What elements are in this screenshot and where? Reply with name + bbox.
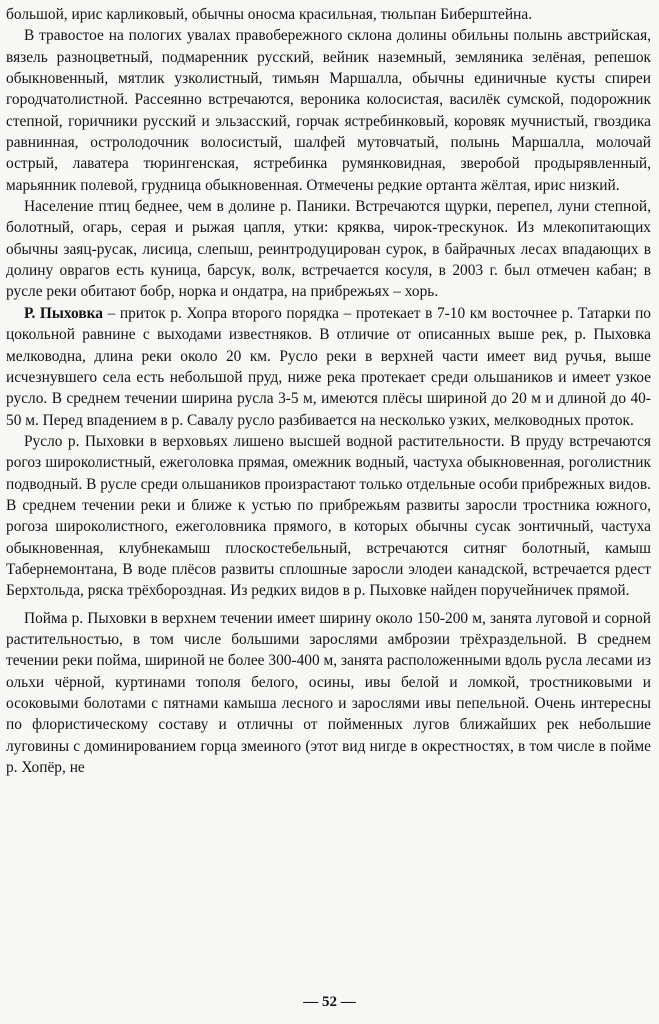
paragraph-floodplain [6,608,651,779]
paragraph-channel-vegetation [6,431,651,602]
paragraph-text: большой, ирис карликовый, обычны оносма красильная, тюльпан Биберштейна. [6,6,533,23]
paragraph-text: В травостое на пологих увалах правобережного склона долины обильны полынь австрийская, вязель разноцветный, подмаренник русский, вейник наземный, земляника зелёная, репешок обыкновенный, мятлик узколистный, тимьян Маршалла, обычны единичные кусты спиреи городчатолистной. Рассеянно встречаются, вероника колосистая, василёк сумской, подорожник степной, горичники русский и эльзасский, горчак ястребинковый, коровяк мучнистый, гвоздика равнинная, остролодочник волосистый, шалфей мутовчатый, полынь Маршалла, молочай острый, лаватера тюрингенская, ястребинка румянковидная, зверобой продырявленный, марьянник полевой, грудница обыкновенная. Отмечены редкие ортанта жёлтая, ирис низкий. [6,27,651,194]
paragraph-grass-cover [6,25,651,196]
paragraph-text: Пойма р. Пыховки в верхнем течении имеет ширину около 150-200 м, занята луговой и сорной растительностью, в том числе большими зарослями амброзии трёхраздельной. В среднем течении реки пойма, шириной не более 300-400 м, занята расположенными вдоль русла лесами из ольхи чёрной, куртинами тополя белого, осины, ивы белой и ломкой, тростниковыми и осоковыми болотами с пятнами камыша лесного и зарослями ивы пепельной. Очень интересны по флористическому составу и отличны от пойменных лугов ближайших рек небольшие луговины с доминированием горца змеиного (этот вид нигде в окрестностях, в том числе в пойме р. Хопёр, не [6,609,651,777]
paragraph-continuation [6,4,651,25]
paragraph-fauna [6,196,651,303]
river-heading: Р. Пыховка [24,304,103,322]
paragraph-pykhovka-river [6,303,651,431]
page-number: — 52 — [303,994,356,1010]
paragraph-text: – приток р. Хопра второго порядка – протекает в 7-10 км восточнее р. Татарки по цокольной равнине с выходами известняков. В отличие от описанных выше рек, р. Пыховка мелководна, длина реки около 20 км. Русло реки в верхней части имеет вид ручья, выше исчезнувшего села есть небольшой пруд, ниже река протекает среди ольшаников и имеет узкое русло. В среднем течении ширина русла 3-5 м, имеются плёсы шириной до 20 м и длиной до 40-50 м. Перед впадением в р. Савалу русло разбивается на несколько узких, мелководных проток. [6,304,651,429]
paragraph-text: Русло р. Пыховки в верховьях лишено высшей водной растительности. В пруду встречаются рогоз широколистный, ежеголовка прямая, омежник водный, частуха обыкновенная, роголистник подводный. В русле среди ольшаников произрастают только отдельные особи прибрежных видов. В среднем течении реки и ближе к устью по прибрежьям развиты заросли тростника южного, рогоза широколистного, ежеголовника прямого, в которых обычны сусак зонтичный, частуха обыкновенная, клубнекамыш плоскостебельный, встречаются ситняг болотный, камыш Табернемонтана, В воде плёсов развиты сплошные заросли элодеи канадской, встречается рдест Берхтольда, ряска трёхбороздная. Из редких видов в р. Пыховке найден поручейничек прямой. [6,432,651,600]
paragraph-text: Население птиц беднее, чем в долине р. Паники. Встречаются щурки, перепел, луни степной, болотный, огарь, серая и рыжая цапля, утки: кряква, чирок-трескунок. Из млекопитающих обычны заяц-русак, лисица, слепыш, реинтродуцирован сурок, в байрачных лесах впадающих в долину оврагов есть куница, барсук, волк, встречается косуля, в 2003 г. был отмечен кабан; в русле реки обитают бобр, норка и ондатра, на прибрежьях – хорь. [6,198,651,301]
